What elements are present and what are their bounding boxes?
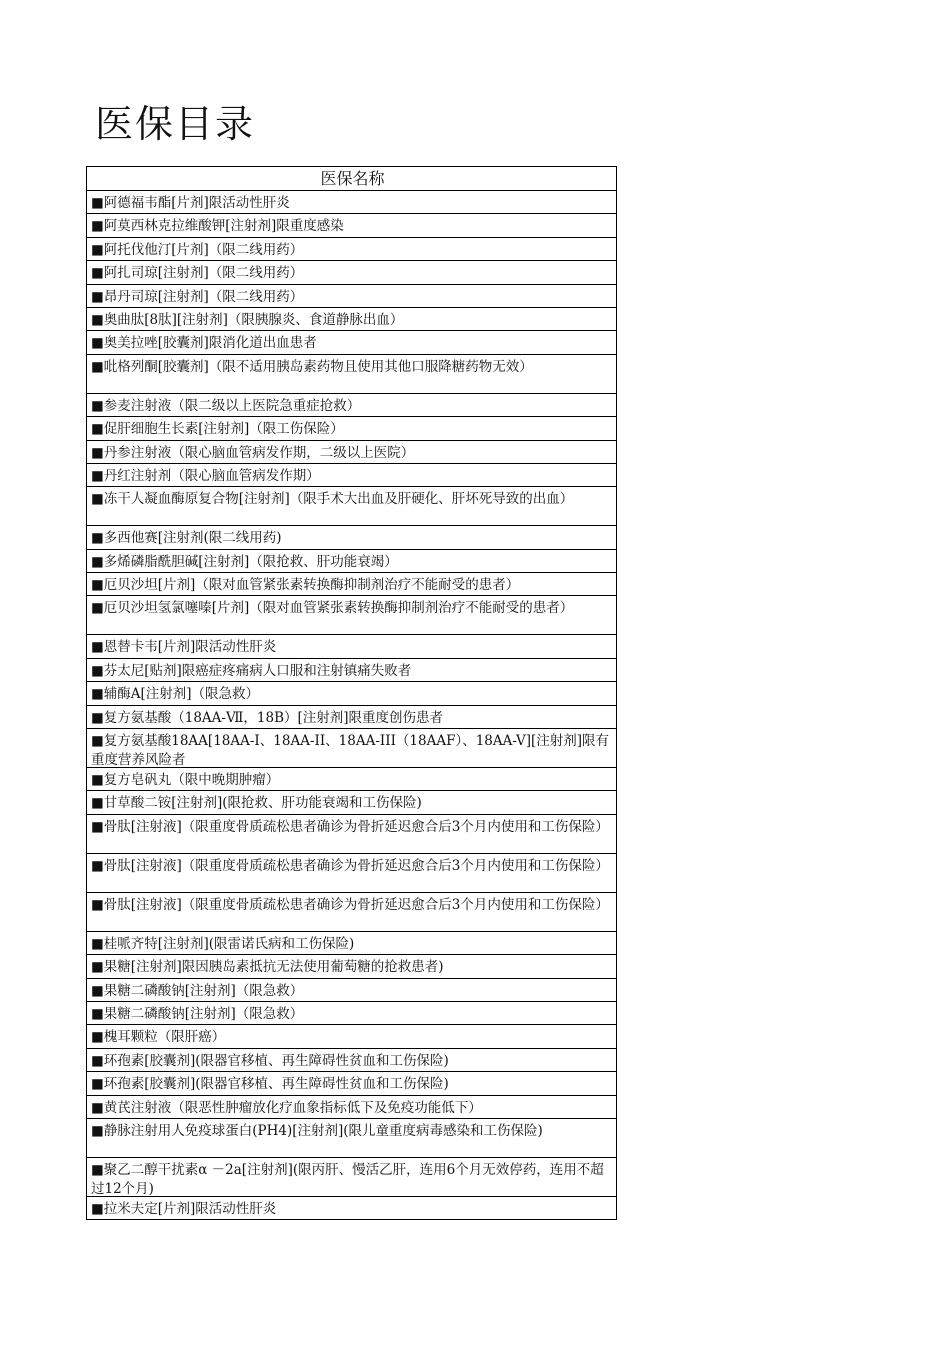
table-row: ■多西他赛[注射剂(限二线用药) bbox=[87, 526, 616, 549]
table-row: ■昂丹司琼[注射剂]（限二线用药） bbox=[87, 285, 616, 308]
table-row: ■厄贝沙坦[片剂]（限对血管紧张素转换酶抑制剂治疗不能耐受的患者） bbox=[87, 573, 616, 596]
table-row: ■甘草酸二铵[注射剂](限抢救、肝功能衰竭和工伤保险) bbox=[87, 791, 616, 814]
table-row: ■厄贝沙坦氢氯噻嗪[片剂]（限对血管紧张素转换酶抑制剂治疗不能耐受的患者） bbox=[87, 596, 616, 635]
table-row: ■阿德福韦酯[片剂]限活动性肝炎 bbox=[87, 191, 616, 214]
table-row: ■奥美拉唑[胶囊剂]限消化道出血患者 bbox=[87, 331, 616, 354]
table-row: ■多烯磷脂酰胆碱[注射剂]（限抢救、肝功能衰竭） bbox=[87, 550, 616, 573]
table-row: ■阿莫西林克拉维酸钾[注射剂]限重度感染 bbox=[87, 214, 616, 237]
table-row: ■果糖二磷酸钠[注射剂]（限急救） bbox=[87, 979, 616, 1002]
table-row: ■果糖[注射剂]限因胰岛素抵抗无法使用葡萄糖的抢救患者) bbox=[87, 955, 616, 978]
table-row: ■桂哌齐特[注射剂](限雷诺氏病和工伤保险) bbox=[87, 932, 616, 955]
table-row: ■复方皂矾丸（限中晚期肿瘤） bbox=[87, 768, 616, 791]
page-title: 医保目录 bbox=[95, 102, 256, 146]
insurance-list-table bbox=[86, 166, 617, 1220]
table-row: ■辅酶A[注射剂]（限急救） bbox=[87, 682, 616, 705]
table-row: ■槐耳颗粒（限肝癌） bbox=[87, 1025, 616, 1048]
table-row: ■丹红注射剂（限心脑血管病发作期） bbox=[87, 464, 616, 487]
table-row: ■骨肽[注射液]（限重度骨质疏松患者确诊为骨折延迟愈合后3个月内使用和工伤保险） bbox=[87, 893, 616, 932]
table-row: ■参麦注射液（限二级以上医院急重症抢救） bbox=[87, 394, 616, 417]
table-row: ■奥曲肽[8肽][注射剂]（限胰腺炎、食道静脉出血） bbox=[87, 308, 616, 331]
table-row: ■黄芪注射液（限恶性肿瘤放化疗血象指标低下及免疫功能低下） bbox=[87, 1096, 616, 1119]
table-row: ■骨肽[注射液]（限重度骨质疏松患者确诊为骨折延迟愈合后3个月内使用和工伤保险） bbox=[87, 854, 616, 893]
table-row: ■静脉注射用人免疫球蛋白(PH4)[注射剂](限儿童重度病毒感染和工伤保险) bbox=[87, 1119, 616, 1158]
table-header: 医保名称 bbox=[87, 167, 616, 191]
table-row: ■促肝细胞生长素[注射剂]（限工伤保险） bbox=[87, 417, 616, 440]
table-row: ■冻干人凝血酶原复合物[注射剂]（限手术大出血及肝硬化、肝坏死导致的出血） bbox=[87, 487, 616, 526]
table-row: ■丹参注射液（限心脑血管病发作期，二级以上医院） bbox=[87, 441, 616, 464]
table-row: ■环孢素[胶囊剂](限器官移植、再生障碍性贫血和工伤保险) bbox=[87, 1049, 616, 1072]
table-row: ■骨肽[注射液]（限重度骨质疏松患者确诊为骨折延迟愈合后3个月内使用和工伤保险） bbox=[87, 815, 616, 854]
table-row: ■复方氨基酸18AA[18AA-I、18AA-II、18AA-III（18AAF）、18AA-V][注射剂]限有重度营养风险者 bbox=[87, 729, 616, 768]
table-row: ■拉米夫定[片剂]限活动性肝炎 bbox=[87, 1197, 616, 1220]
table-row: ■复方氨基酸（18AA-Ⅶ，18B）[注射剂]限重度创伤患者 bbox=[87, 706, 616, 729]
table-row: ■阿托伐他汀[片剂]（限二线用药） bbox=[87, 238, 616, 261]
table-row: ■恩替卡韦[片剂]限活动性肝炎 bbox=[87, 635, 616, 658]
table-row: ■吡格列酮[胶囊剂]（限不适用胰岛素药物且使用其他口服降糖药物无效） bbox=[87, 355, 616, 394]
table-row: ■环孢素[胶囊剂](限器官移植、再生障碍性贫血和工伤保险) bbox=[87, 1072, 616, 1095]
table-row: ■阿扎司琼[注射剂]（限二线用药） bbox=[87, 261, 616, 284]
table-row: ■果糖二磷酸钠[注射剂]（限急救） bbox=[87, 1002, 616, 1025]
table-row: ■聚乙二醇干扰素α －2a[注射剂](限丙肝、慢活乙肝，连用6个月无效停药，连用不超过12个月) bbox=[87, 1158, 616, 1197]
table-row: ■芬太尼[贴剂]限癌症疼痛病人口服和注射镇痛失败者 bbox=[87, 659, 616, 682]
